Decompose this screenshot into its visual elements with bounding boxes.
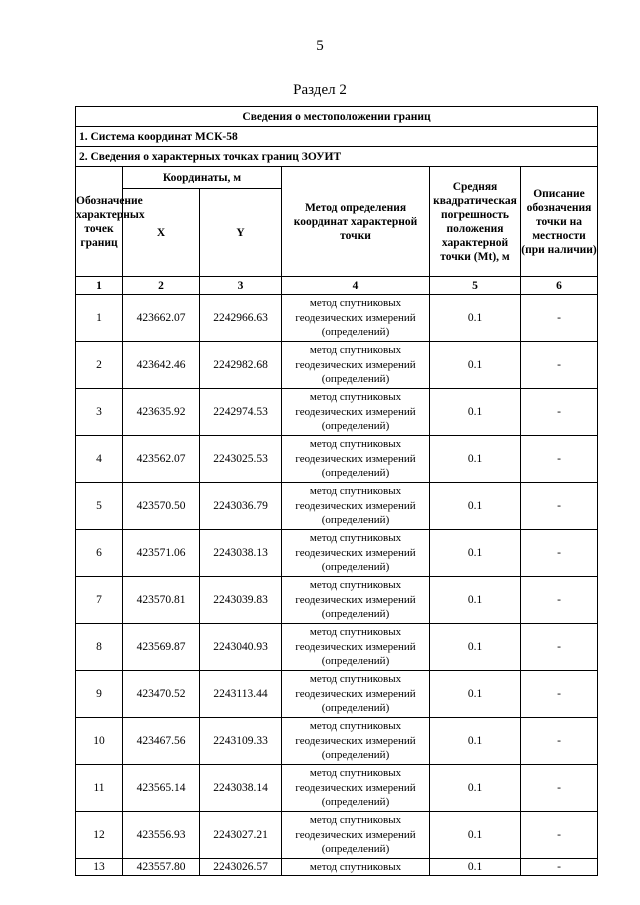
points-info-row — [76, 147, 598, 167]
header-row-1 — [76, 167, 598, 189]
coord-y: 2243039.83 — [200, 577, 282, 624]
coord-y: 2243025.53 — [200, 436, 282, 483]
method: метод спутниковых геодезических измерений (определений) — [282, 389, 430, 436]
description: - — [521, 718, 598, 765]
page-number: 5 — [316, 38, 324, 54]
method: метод спутниковых геодезических измерений (определений) — [282, 436, 430, 483]
table-row — [76, 812, 598, 859]
coord-x: 423562.07 — [123, 436, 200, 483]
error-value: 0.1 — [430, 342, 521, 389]
table-row — [76, 859, 598, 876]
error-value: 0.1 — [430, 530, 521, 577]
error-value: 0.1 — [430, 389, 521, 436]
error-value: 0.1 — [430, 765, 521, 812]
method: метод спутниковых геодезических измерений (определений) — [282, 342, 430, 389]
method: метод спутниковых геодезических измерений (определений) — [282, 624, 430, 671]
header-coords: Координаты, м — [123, 167, 282, 189]
coord-x: 423569.87 — [123, 624, 200, 671]
coord-y: 2243027.21 — [200, 812, 282, 859]
method: метод спутниковых геодезических измерений (определений) — [282, 530, 430, 577]
coord-y: 2243026.57 — [200, 859, 282, 876]
point-number: 10 — [76, 718, 123, 765]
coord-y: 2243038.14 — [200, 765, 282, 812]
table-row — [76, 530, 598, 577]
description: - — [521, 765, 598, 812]
coord-x: 423571.06 — [123, 530, 200, 577]
section-title: Раздел 2 — [293, 82, 347, 98]
table-row — [76, 624, 598, 671]
point-number: 8 — [76, 624, 123, 671]
coord-x: 423570.50 — [123, 483, 200, 530]
error-value: 0.1 — [430, 671, 521, 718]
description: - — [521, 577, 598, 624]
error-value: 0.1 — [430, 718, 521, 765]
coord-x: 423565.14 — [123, 765, 200, 812]
description: - — [521, 483, 598, 530]
header-error: Средняя квадратическая погрешность положения характерной точки (Mt), м — [430, 167, 521, 277]
coord-x: 423662.07 — [123, 295, 200, 342]
description: - — [521, 812, 598, 859]
table-row — [76, 436, 598, 483]
header-description: Описание обозначения точки на местности (при наличии) — [521, 167, 598, 277]
point-number: 4 — [76, 436, 123, 483]
point-number: 3 — [76, 389, 123, 436]
description: - — [521, 859, 598, 876]
error-value: 0.1 — [430, 859, 521, 876]
boundary-points-table — [75, 106, 598, 876]
point-number: 12 — [76, 812, 123, 859]
error-value: 0.1 — [430, 624, 521, 671]
method: метод спутниковых геодезических измерений (определений) — [282, 718, 430, 765]
method: метод спутниковых геодезических измерений (определений) — [282, 671, 430, 718]
point-number: 9 — [76, 671, 123, 718]
table-row — [76, 765, 598, 812]
method: метод спутниковых геодезических измерений (определений) — [282, 295, 430, 342]
header-method: Метод определения координат характерной точки — [282, 167, 430, 277]
description: - — [521, 436, 598, 483]
table-title-row — [76, 107, 598, 127]
coord-x: 423570.81 — [123, 577, 200, 624]
method: метод спутниковых геодезических измерений (определений) — [282, 765, 430, 812]
coord-y: 2243113.44 — [200, 671, 282, 718]
coord-x: 423467.56 — [123, 718, 200, 765]
header-y: Y — [200, 189, 282, 277]
column-numbers-row — [76, 277, 598, 295]
table-title: Сведения о местоположении границ — [76, 107, 598, 127]
coord-y: 2243040.93 — [200, 624, 282, 671]
table-row — [76, 342, 598, 389]
description: - — [521, 342, 598, 389]
coord-x: 423642.46 — [123, 342, 200, 389]
point-number: 11 — [76, 765, 123, 812]
column-number: 4 — [282, 277, 430, 295]
description: - — [521, 295, 598, 342]
coord-x: 423557.80 — [123, 859, 200, 876]
error-value: 0.1 — [430, 577, 521, 624]
coord-y: 2243036.79 — [200, 483, 282, 530]
point-number: 2 — [76, 342, 123, 389]
error-value: 0.1 — [430, 436, 521, 483]
description: - — [521, 389, 598, 436]
method: метод спутниковых геодезических измерений (определений) — [282, 577, 430, 624]
coord-x: 423470.52 — [123, 671, 200, 718]
coord-y: 2242982.68 — [200, 342, 282, 389]
coord-x: 423635.92 — [123, 389, 200, 436]
table-row — [76, 718, 598, 765]
error-value: 0.1 — [430, 483, 521, 530]
method: метод спутниковых геодезических измерений (определений) — [282, 812, 430, 859]
coord-system-label: 1. Система координат МСК-58 — [76, 127, 598, 147]
table-row — [76, 295, 598, 342]
method: метод спутниковых геодезических измерений (определений) — [282, 483, 430, 530]
point-number: 6 — [76, 530, 123, 577]
description: - — [521, 624, 598, 671]
column-number: 5 — [430, 277, 521, 295]
coord-x: 423556.93 — [123, 812, 200, 859]
column-number: 1 — [76, 277, 123, 295]
points-info-label: 2. Сведения о характерных точках границ ЗОУИТ — [76, 147, 598, 167]
table-row — [76, 389, 598, 436]
point-number: 5 — [76, 483, 123, 530]
description: - — [521, 671, 598, 718]
coord-system-row — [76, 127, 598, 147]
header-point: Обозначение характерных точек границ — [76, 167, 123, 277]
table-row — [76, 483, 598, 530]
column-number: 6 — [521, 277, 598, 295]
table-row — [76, 671, 598, 718]
coord-y: 2242966.63 — [200, 295, 282, 342]
error-value: 0.1 — [430, 295, 521, 342]
table-row — [76, 577, 598, 624]
coord-y: 2242974.53 — [200, 389, 282, 436]
point-number: 13 — [76, 859, 123, 876]
coord-y: 2243038.13 — [200, 530, 282, 577]
column-number: 2 — [123, 277, 200, 295]
point-number: 1 — [76, 295, 123, 342]
method: метод спутниковых — [282, 859, 430, 876]
column-number: 3 — [200, 277, 282, 295]
error-value: 0.1 — [430, 812, 521, 859]
coord-y: 2243109.33 — [200, 718, 282, 765]
header-x: X — [123, 189, 200, 277]
description: - — [521, 530, 598, 577]
point-number: 7 — [76, 577, 123, 624]
